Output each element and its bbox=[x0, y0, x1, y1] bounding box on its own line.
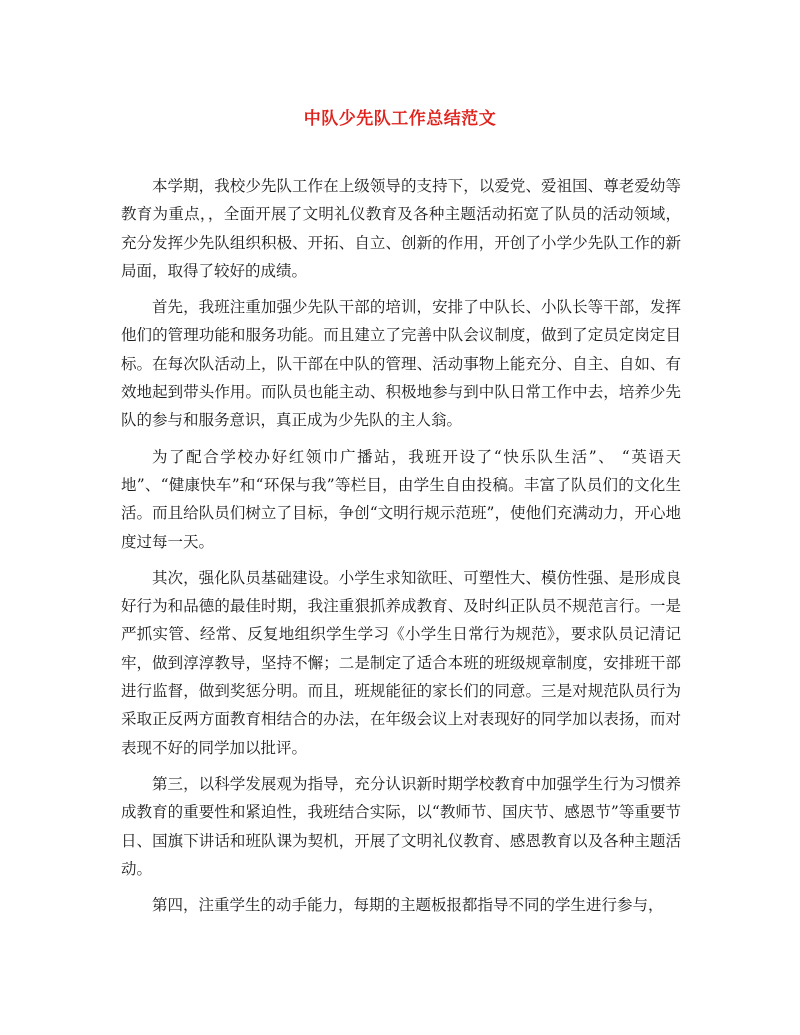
document-title: 中队少先队工作总结范文 bbox=[303, 109, 497, 129]
document-body bbox=[121, 172, 681, 927]
paragraph-third: 第三，以科学发展观为指导，充分认识新时期学校教育中加强学生行为习惯养成教育的重要性和紧迫性，我班结合实际，以“教师节、国庆节、感恩节”等重要节日、国旗下讲话和班队课为契机，开展了文明礼仪教育、感恩教育以及各种主题活动。 bbox=[121, 774, 681, 878]
paragraph-second: 其次，强化队员基础建设。小学生求知欲旺、可塑性大、模仿性强、是形成良好行为和品德的最佳时期，我注重狠抓养成教育、及时纠正队员不规范言行。一是严抓实管、经常、反复地组织学生学习《小学生日常行为规范》，要求队员记清记牢，做到淳淳教导，坚持不懈；二是制定了适合本班的班级规章制度，安排班干部进行监督，做到奖惩分明。而且，班规能征的家长们的同意。三是对规范队员行为采取正反两方面教育相结合的办法，在年级会议上对表现好的同学加以表扬，而对表现不好的同学加以批评。 bbox=[121, 568, 681, 757]
paragraph-broadcast: 为了配合学校办好红领巾广播站，我班开设了“快乐队生活”、 “英语天地”、“健康快车”和“环保与我”等栏目，由学生自由投稿。丰富了队员们的文化生活。而且给队员们树立了目标，争创“文明行规示范班”，使他们充满动力，开心地度过每一天。 bbox=[121, 447, 681, 551]
paragraph-first: 首先，我班注重加强少先队干部的培训，安排了中队长、小队长等干部，发挥他们的管理功能和服务功能。而且建立了完善中队会议制度，做到了定员定岗定目标。在每次队活动上，队干部在中队的管理、活动事物上能充分、自主、自如、有效地起到带头作用。而队员也能主动、积极地参与到中队日常工作中去，培养少先队的参与和服务意识，真正成为少先队的主人翁。 bbox=[121, 298, 681, 430]
paragraph-fourth: 第四，注重学生的动手能力，每期的主题板报都指导不同的学生进行参与， bbox=[152, 896, 664, 915]
paragraph-intro: 本学期，我校少先队工作在上级领导的支持下，以爱党、爱祖国、尊老爱幼等教育为重点，，全面开展了文明礼仪教育及各种主题活动拓宽了队员的活动领域，充分发挥少先队组织积极、开拓、自立、创新的作用，开创了小学少先队工作的新局面，取得了较好的成绩。 bbox=[121, 177, 681, 280]
